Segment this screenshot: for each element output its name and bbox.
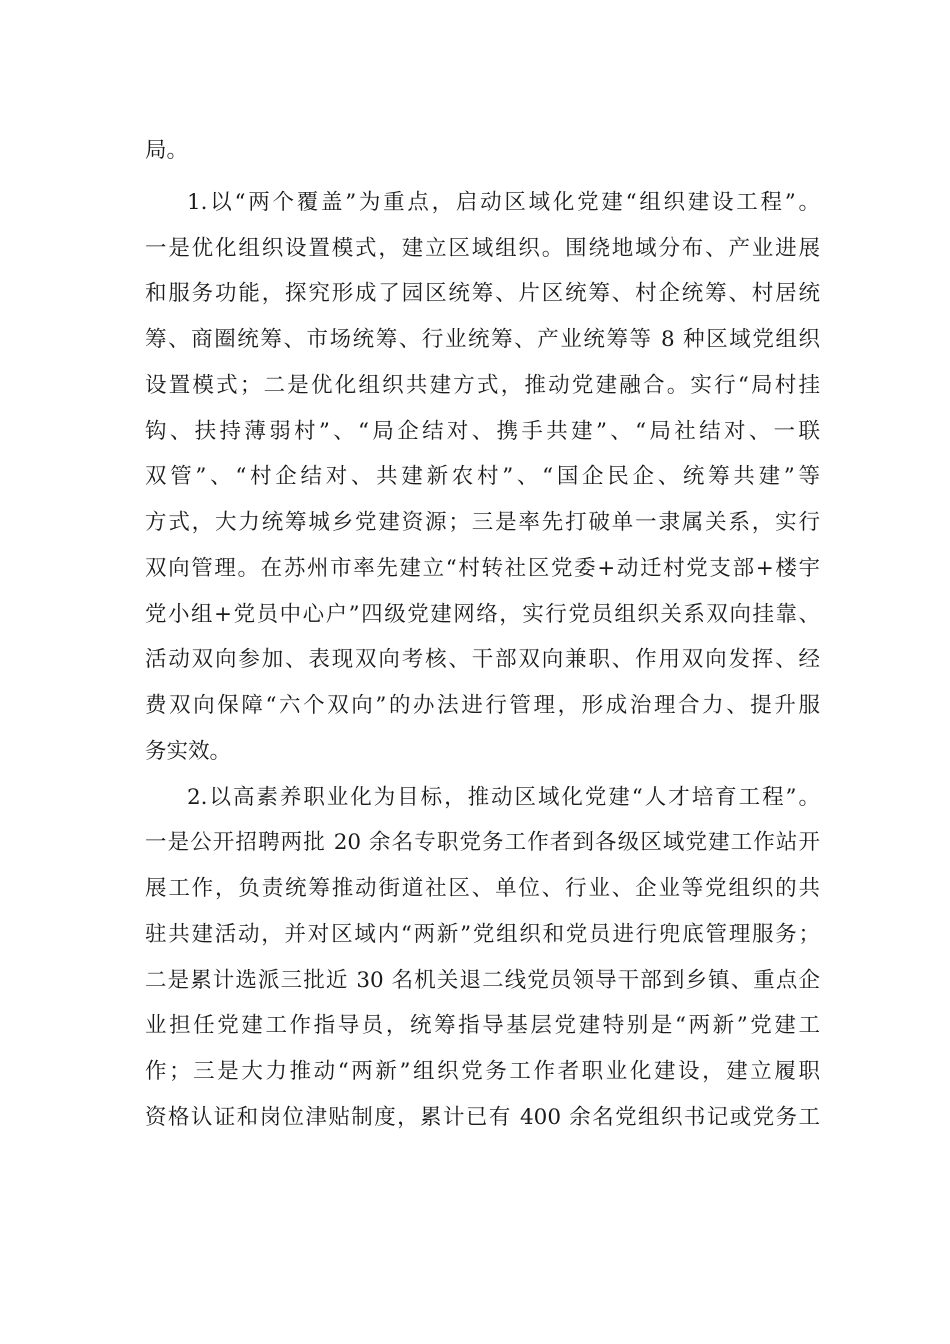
text-line: 钩、扶持薄弱村”、“局企结对、携手共建”、“局社结对、一联 (145, 419, 820, 444)
text-line: 费双向保障“六个双向”的办法进行管理，形成治理合力、提升服 (145, 693, 820, 718)
heading-line: 2.以高素养职业化为目标，推动区域化党建“人才培育工程”。 (187, 785, 820, 810)
text-line: 活动双向参加、表现双向考核、干部双向兼职、作用双向发挥、经 (145, 647, 820, 672)
text-line: 方式，大力统筹城乡党建资源；三是率先打破单一隶属关系，实行 (145, 510, 820, 535)
text-line: 展工作，负责统筹推动街道社区、单位、行业、企业等党组织的共 (145, 876, 820, 901)
text-line: 局。 (145, 138, 189, 163)
text-line: 和服务功能，探究形成了园区统筹、片区统筹、村企统筹、村居统 (145, 281, 820, 306)
text-line: 一是公开招聘两批 20 余名专职党务工作者到各级区域党建工作站开 (145, 830, 820, 855)
text-line: 党小组+党员中心户”四级党建网络，实行党员组织关系双向挂靠、 (145, 602, 820, 627)
text-line: 二是累计选派三批近 30 名机关退二线党员领导干部到乡镇、重点企 (145, 968, 820, 993)
text-line: 双向管理。在苏州市率先建立“村转社区党委+动迁村党支部+楼宇 (145, 556, 820, 581)
text-line: 一是优化组织设置模式，建立区域组织。围绕地域分布、产业进展 (145, 236, 820, 261)
text-line: 业担任党建工作指导员，统筹指导基层党建特别是“两新”党建工 (145, 1013, 820, 1038)
text-line: 务实效。 (145, 739, 232, 764)
text-line: 驻共建活动，并对区域内“两新”党组织和党员进行兜底管理服务； (145, 922, 820, 947)
text-line: 筹、商圈统筹、市场统筹、行业统筹、产业统筹等 8 种区域党组织 (145, 327, 820, 352)
heading-line: 1.以“两个覆盖”为重点，启动区域化党建“组织建设工程”。 (187, 190, 820, 215)
text-line: 资格认证和岗位津贴制度，累计已有 400 余名党组织书记或党务工 (145, 1105, 820, 1130)
text-line: 设置模式；二是优化组织共建方式，推动党建融合。实行“局村挂 (145, 373, 820, 398)
text-line: 作；三是大力推动“两新”组织党务工作者职业化建设，建立履职 (145, 1059, 820, 1084)
text-line: 双管”、“村企结对、共建新农村”、“国企民企、统筹共建”等 (145, 464, 820, 489)
